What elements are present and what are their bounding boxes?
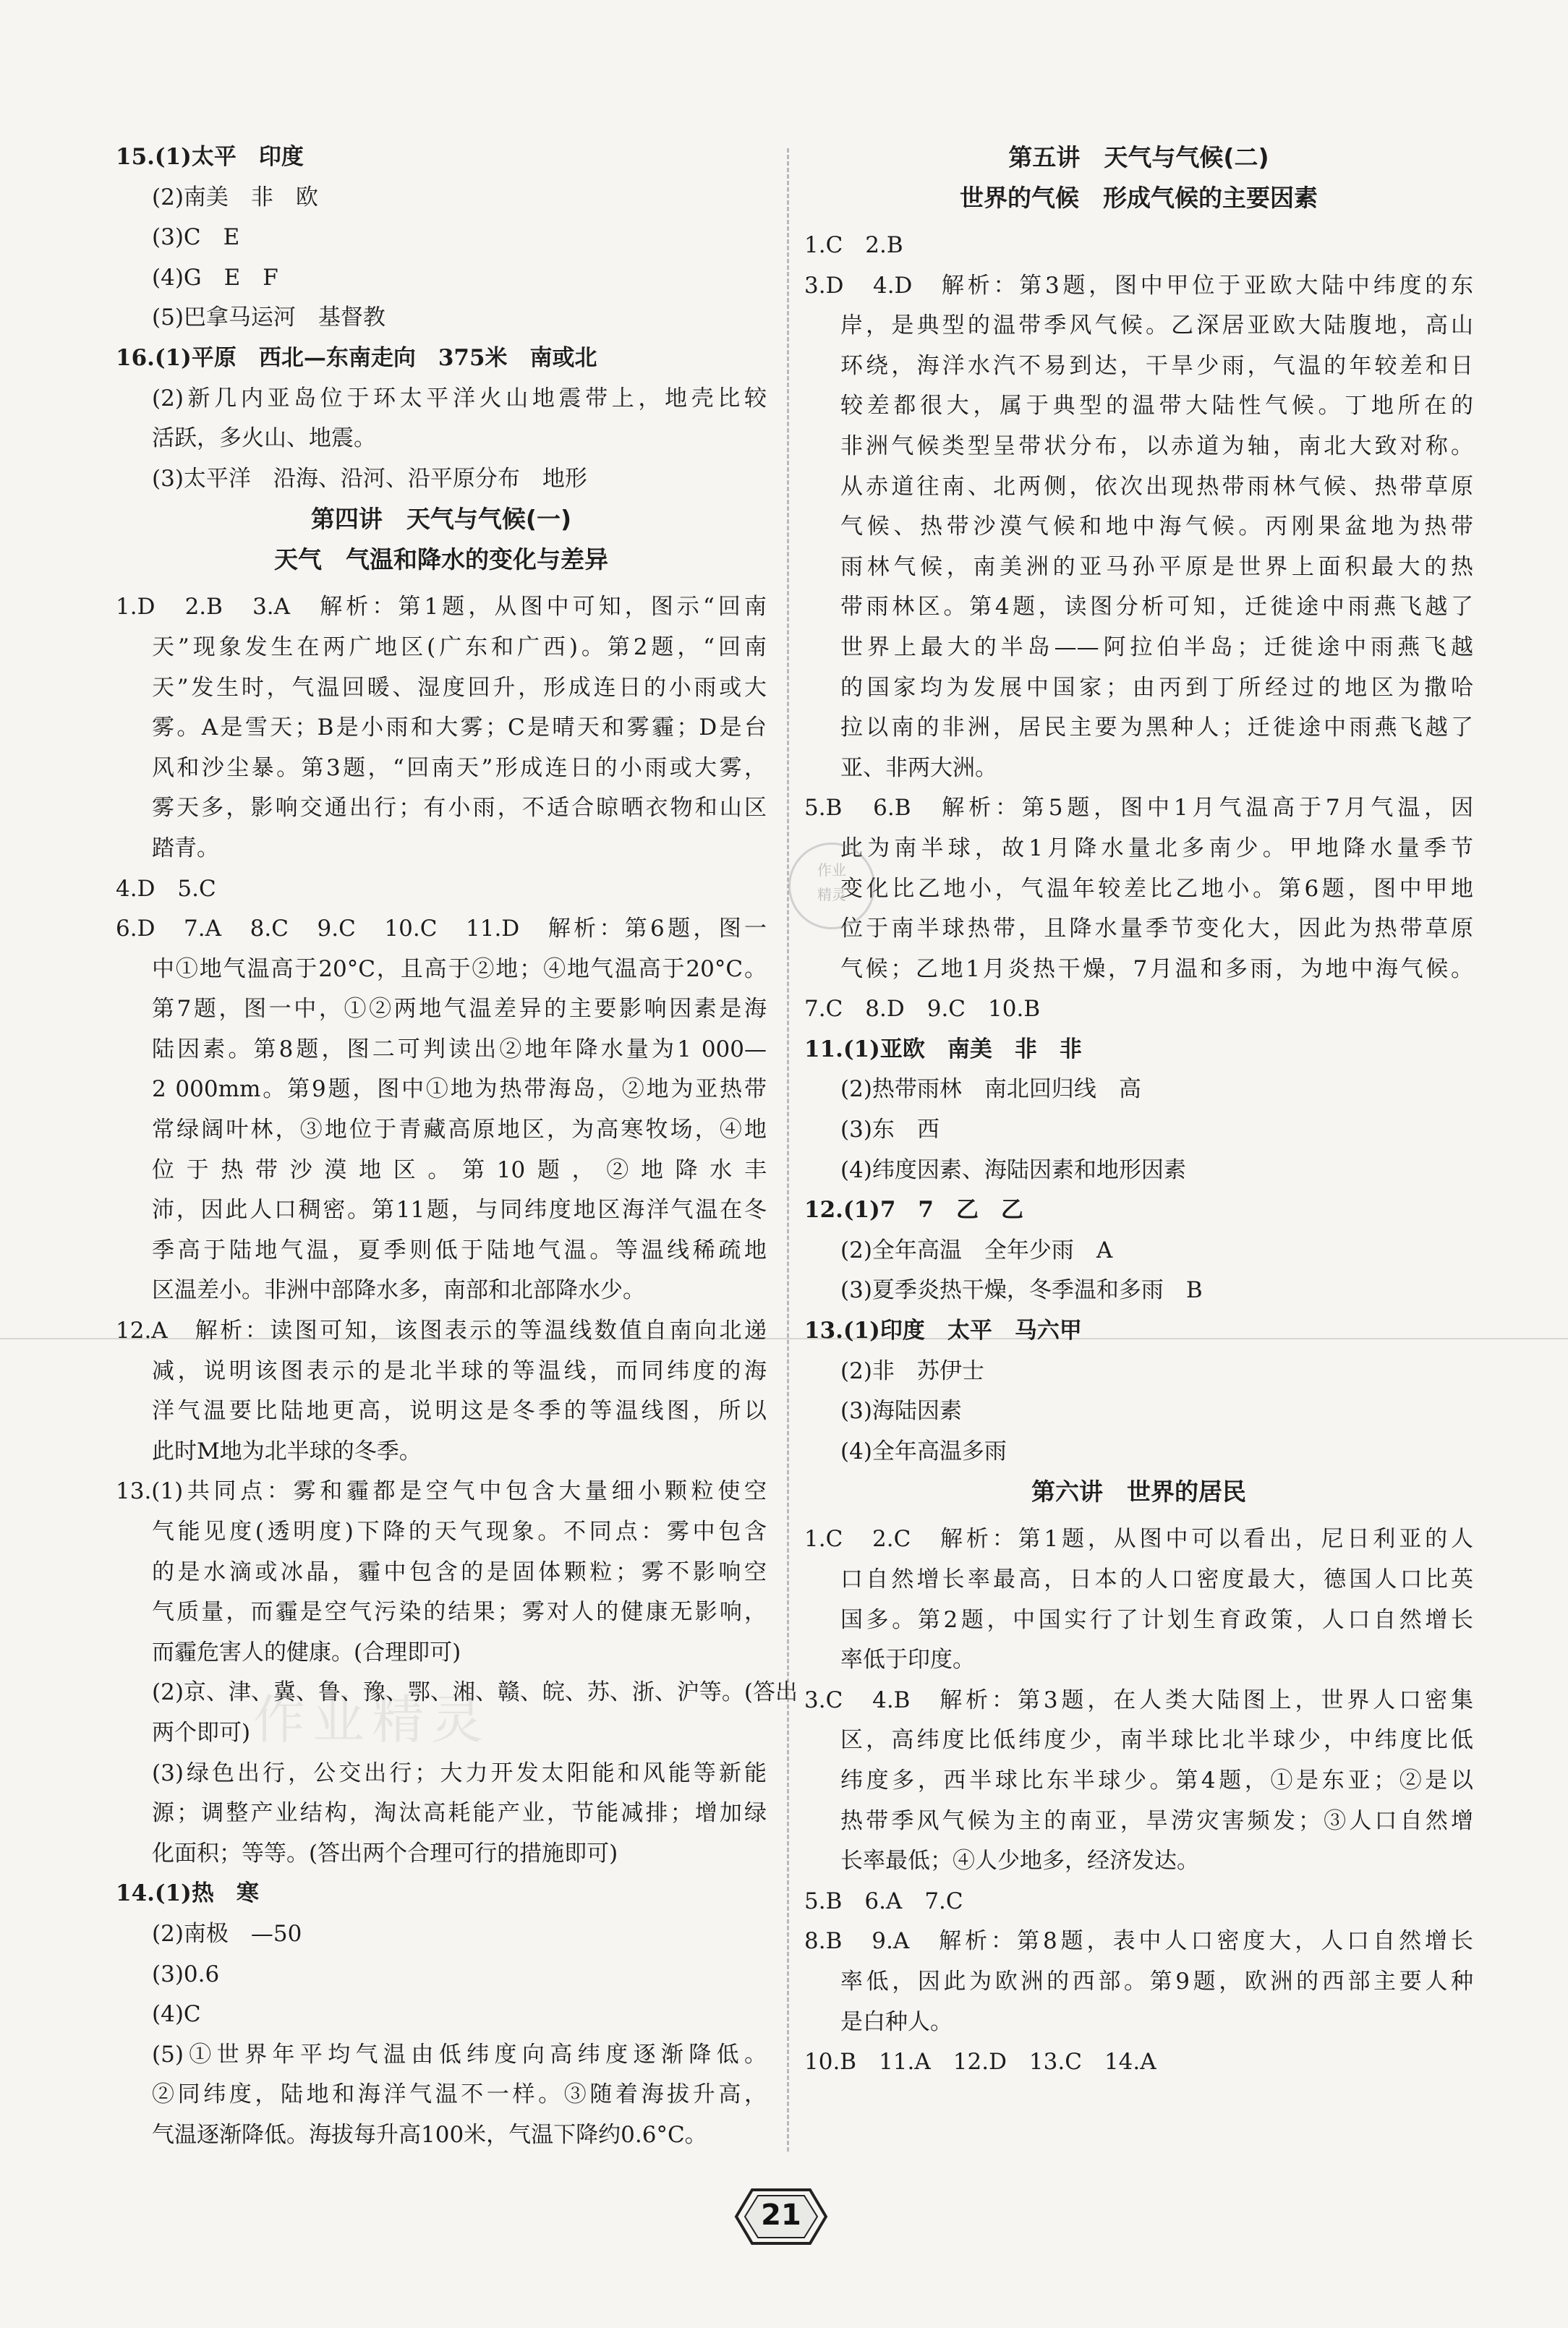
answer-line: 带雨林区。第4题，读图分析可知，迁徙途中雨燕飞越了 [840, 594, 1473, 621]
watermark: 作业精灵 [253, 1689, 491, 1750]
spacer [116, 580, 767, 587]
answer-line: 1.C 2.B [804, 232, 903, 258]
answer-line: 8.B 9.A 解析：第8题，表中人口密度大，人口自然增长 [804, 1928, 1473, 1955]
section-title: 世界的气候 形成气候的主要因素 [960, 184, 1318, 212]
page-number: 21 [761, 2199, 801, 2232]
answer-line: 化面积；等等。(答出两个合理可行的措施即可) [152, 1840, 618, 1867]
answer-line: (3)C E [152, 224, 240, 251]
spacer [804, 218, 1473, 226]
answer-line: 活跃，多火山、地震。 [152, 425, 376, 452]
answer-line: (4)全年高温多雨 [840, 1438, 1007, 1464]
answer-line: (4)C [152, 2001, 201, 2028]
answer-line: 12.(1)7 7 乙 乙 [804, 1197, 1023, 1224]
answer-line: 环绕，海洋水汽不易到达，干旱少雨，气温的年较差和日 [840, 352, 1473, 379]
answer-line: (5)①世界年平均气温由低纬度向高纬度逐渐降低。 [152, 2041, 767, 2068]
answer-line: 口自然增长率最高，日本的人口密度最大，德国人口比英 [840, 1566, 1473, 1592]
answer-line: 陆因素。第8题，图二可判读出②地年降水量为1 000— [152, 1036, 767, 1062]
answer-line: 亚、非两大洲。 [840, 754, 997, 781]
stamp-seal: 作业 精灵 [788, 843, 875, 929]
answer-line: 拉以南的非洲，居民主要为黑种人；迁徙途中雨燕飞越了 [840, 715, 1473, 741]
answer-line: 两个即可) [152, 1719, 251, 1746]
page-number-badge [730, 2184, 832, 2249]
answer-line: 减，说明该图表示的是北半球的等温线，而同纬度的海 [152, 1357, 767, 1384]
answer-line: 率低于印度。 [840, 1647, 975, 1673]
answer-line: 此时M地为北半球的冬季。 [152, 1438, 422, 1464]
answer-line: 12.A 解析：读图可知，该图表示的等温线数值自南向北递 [116, 1318, 767, 1344]
answer-line: 16.(1)平原 西北—东南走向 375米 南或北 [116, 344, 597, 371]
answer-line: 5.B 6.B 解析：第5题，图中1月气温高于7月气温，因 [804, 795, 1473, 822]
answer-line: 位于南半球热带，且降水量季节变化大，因此为热带草原 [840, 916, 1473, 942]
section-title: 天气 气温和降水的变化与差异 [274, 545, 608, 574]
answer-line: (3)东 西 [840, 1117, 939, 1143]
section-title: 第五讲 天气与气候(二) [1008, 143, 1269, 171]
answer-line: 的国家均为发展中国家；由丙到丁所经过的地区为撒哈 [840, 674, 1473, 701]
answer-line: 区温差小。非洲中部降水多，南部和北部降水少。 [152, 1277, 645, 1304]
answer-line: 1.C 2.C 解析：第1题，从图中可以看出，尼日利亚的人 [804, 1526, 1473, 1553]
answer-line: 区，高纬度比低纬度少，南半球比北半球少，中纬度比低 [840, 1727, 1473, 1754]
answer-line: (2)南极 —50 [152, 1920, 302, 1947]
answer-line: 国多。第2题，中国实行了计划生育政策，人口自然增长 [840, 1606, 1473, 1633]
answer-line: (3)海陆因素 [840, 1398, 962, 1425]
answer-line: 是白种人。 [840, 2008, 953, 2035]
answer-line: 13.(1)共同点：雾和霾都是空气中包含大量细小颗粒使空 [116, 1478, 767, 1505]
answer-line: 雨林气候，南美洲的亚马孙平原是世界上面积最大的热 [840, 553, 1473, 580]
answer-line: 气能见度(透明度)下降的天气现象。不同点：雾中包含 [152, 1519, 767, 1545]
answer-line: 13.(1)印度 太平 马六甲 [804, 1318, 1082, 1344]
answer-line: 气候、热带沙漠气候和地中海气候。丙刚果盆地为热带 [840, 513, 1473, 540]
answer-line: 天”发生时，气温回暖、湿度回升，形成连日的小雨或大 [152, 674, 767, 701]
answer-line: 11.(1)亚欧 南美 非 非 [804, 1036, 1082, 1062]
answer-line: (4)纬度因素、海陆因素和地形因素 [840, 1156, 1186, 1183]
answer-line: 5.B 6.A 7.C [804, 1888, 963, 1914]
answer-line: (2)南美 非 欧 [152, 184, 318, 210]
answer-line: 中①地气温高于20°C，且高于②地；④地气温高于20°C。 [152, 955, 767, 982]
answer-line: (4)G E F [152, 264, 278, 291]
answer-line: 世界上最大的半岛——阿拉伯半岛；迁徙途中雨燕飞越 [840, 634, 1473, 660]
answer-line: 第7题，图一中，①②两地气温差异的主要影响因素是海 [152, 996, 767, 1023]
answer-line: 源；调整产业结构，淘汰高耗能产业，节能减排；增加绿 [152, 1800, 767, 1827]
answer-line: 14.(1)热 寒 [116, 1880, 259, 1907]
answer-line: 气候；乙地1月炎热干燥，7月温和多雨，为地中海气候。 [840, 955, 1473, 982]
answer-line: 非洲气候类型呈带状分布，以赤道为轴，南北大致对称。 [840, 432, 1473, 459]
answer-line: (2)京、津、冀、鲁、豫、鄂、湘、赣、皖、苏、浙、沪等。(答出 [152, 1679, 798, 1706]
answer-line: 岸，是典型的温带季风气候。乙深居亚欧大陆腹地，高山 [840, 312, 1473, 339]
spacer [804, 1512, 1473, 1519]
answer-line: (2)全年高温 全年少雨 A [840, 1237, 1113, 1263]
section-title: 第六讲 世界的居民 [1031, 1478, 1246, 1506]
answer-line: 的是水滴或冰晶，霾中包含的是固体颗粒；雾不影响空 [152, 1559, 767, 1585]
section-title: 第四讲 天气与气候(一) [310, 505, 572, 534]
answer-line: (2)非 苏伊士 [840, 1357, 984, 1384]
answer-line: 4.D 5.C [116, 875, 216, 902]
answer-line: 较差都很大，属于典型的温带大陆性气候。丁地所在的 [840, 393, 1473, 419]
answer-line: 季高于陆地气温，夏季则低于陆地气温。等温线稀疏地 [152, 1237, 767, 1263]
answer-line: (2)热带雨林 南北回归线 高 [840, 1076, 1141, 1103]
answer-line: 沛，因此人口稠密。第11题，与同纬度地区海洋气温在冬 [152, 1197, 767, 1224]
answer-line: 10.B 11.A 12.D 13.C 14.A [804, 2049, 1156, 2076]
answer-line: 1.D 2.B 3.A 解析：第1题，从图中可知，图示“回南 [116, 594, 767, 621]
column-divider [787, 148, 789, 2152]
answer-line: 15.(1)太平 印度 [116, 144, 304, 170]
answer-line: 风和沙尘暴。第3题，“回南天”形成连日的小雨或大雾， [152, 754, 767, 781]
answer-line: (2)新几内亚岛位于环太平洋火山地震带上，地壳比较 [152, 385, 767, 412]
answer-line: 此为南半球，故1月降水量北多南少。甲地降水量季节 [840, 835, 1473, 861]
answer-line: 3.D 4.D 解析：第3题，图中甲位于亚欧大陆中纬度的东 [804, 272, 1473, 299]
answer-line: ②同纬度，陆地和海洋气温不一样。③随着海拔升高， [152, 2081, 767, 2108]
answer-line: 气温逐渐降低。海拔每升高100米，气温下降约0.6°C。 [152, 2121, 707, 2148]
answer-line: 率低，因此为欧洲的西部。第9题，欧洲的西部主要人种 [840, 1968, 1473, 1995]
answer-line: (3)绿色出行，公交出行；大力开发太阳能和风能等新能 [152, 1760, 767, 1786]
right-column [804, 137, 1473, 2083]
answer-line: (3)0.6 [152, 1961, 220, 1987]
answer-line: (5)巴拿马运河 基督教 [152, 304, 385, 331]
answer-line: 雾天多，影响交通出行；有小雨，不适合晾晒衣物和山区 [152, 795, 767, 822]
answer-line: 从赤道往南、北两侧，依次出现热带雨林气候、热带草原 [840, 473, 1473, 500]
answer-line: 6.D 7.A 8.C 9.C 10.C 11.D 解析：第6题，图一 [116, 916, 767, 942]
answer-line: 2 000mm。第9题，图中①地为热带海岛，②地为亚热带 [152, 1076, 767, 1103]
answer-line: 常绿阔叶林，③地位于青藏高原地区，为高寒牧场，④地 [152, 1117, 767, 1143]
answer-line: 天”现象发生在两广地区(广东和广西)。第2题，“回南 [152, 634, 767, 660]
answer-line: 气质量，而霾是空气污染的结果；雾对人的健康无影响， [152, 1599, 767, 1626]
answer-line: 变化比乙地小，气温年较差比乙地小。第6题，图中甲地 [840, 875, 1473, 902]
answer-line: 热带季风气候为主的南亚，旱涝灾害频发；③人口自然增 [840, 1807, 1473, 1834]
answer-line: 雾。A是雪天；B是小雨和大雾；C是晴天和雾霾；D是台 [152, 715, 767, 741]
answer-line: 3.C 4.B 解析：第3题，在人类大陆图上，世界人口密集 [804, 1687, 1473, 1713]
answer-line: 洋气温要比陆地更高，说明这是冬季的等温线图，所以 [152, 1398, 767, 1425]
left-column [116, 137, 798, 2156]
answer-line: 长率最低；④人少地多，经济发达。 [840, 1848, 1199, 1875]
answer-line: 纬度多，西半球比东半球少。第4题，①是东亚；②是以 [840, 1767, 1473, 1794]
answer-line: 而霾危害人的健康。(合理即可) [152, 1639, 461, 1666]
answer-line: 位于热带沙漠地区。第10题，②地降水丰 [152, 1156, 767, 1183]
answer-line: (3)夏季炎热干燥，冬季温和多雨 B [840, 1277, 1203, 1304]
answer-line: 7.C 8.D 9.C 10.B [804, 996, 1041, 1023]
answer-line: (3)太平洋 沿海、沿河、沿平原分布 地形 [152, 465, 587, 492]
answer-line: 踏青。 [152, 835, 219, 861]
